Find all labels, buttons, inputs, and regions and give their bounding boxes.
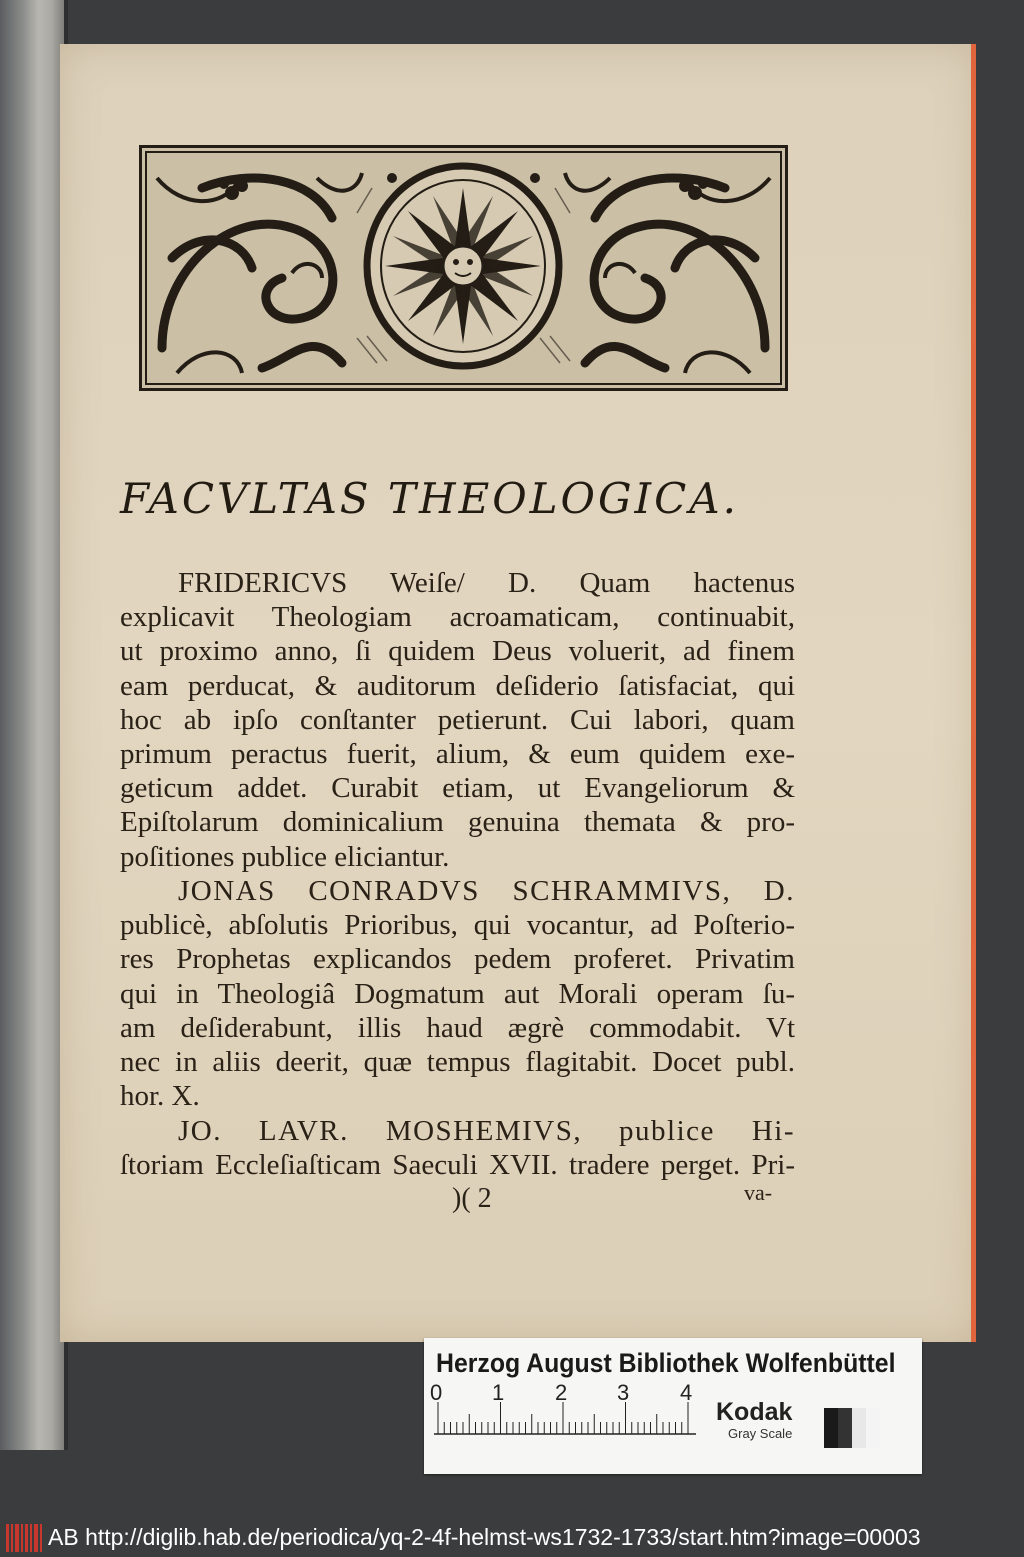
library-name: Herzog August Bibliothek Wolfenbüttel <box>436 1348 896 1378</box>
text-line: JO. LAVR. MOSHEMIVS, publice Hi- <box>178 1115 795 1147</box>
text-line: poſitiones publice eliciantur. <box>120 840 450 873</box>
ruler-number: 2 <box>555 1380 568 1405</box>
gray-patch <box>866 1408 880 1448</box>
paragraph-weise <box>120 566 795 874</box>
signature-mark: )( 2 <box>452 1183 492 1214</box>
scale-ruler <box>434 1400 704 1436</box>
gray-patch <box>824 1408 838 1448</box>
text-line: publicè, abſolutis Prioribus, qui vocantur, ad Poſterio- <box>120 909 795 942</box>
page-title: FACVLTAS THEOLOGICA. <box>120 474 739 523</box>
kodak-logo: Kodak <box>716 1398 793 1426</box>
paragraph-moshemius <box>120 1114 795 1182</box>
url-text: AB http://diglib.hab.de/periodica/yq-2-4f-helmst-ws1732-1733/start.htm?image=00003 <box>48 1524 921 1550</box>
gray-patch <box>852 1408 866 1448</box>
ruler-number: 4 <box>680 1380 693 1405</box>
gray-patch <box>838 1408 852 1448</box>
text-line: qui in Theologiâ Dogmatum aut Morali operam ſu- <box>120 977 795 1010</box>
woodcut-headpiece <box>139 145 788 391</box>
text-line: geticum addet. Curabit etiam, ut Evangeliorum & <box>120 772 795 805</box>
paragraph-schrammius <box>120 874 795 1113</box>
text-line: Epiſtolarum dominicalium genuina themata & pro- <box>120 806 795 839</box>
text-line: ſtoriam Eccleſiaſticam Saeculi XVII. tradere perget. Pri- <box>120 1149 795 1182</box>
text-line: eam perducat, & auditorum deſiderio ſatisfaciat, qui <box>120 669 795 702</box>
ruler-number: 3 <box>617 1380 630 1405</box>
text-line: nec in aliis deerit, quæ tempus flagitabit. Docet publ. <box>120 1045 795 1078</box>
headpiece-illustration <box>142 148 785 388</box>
text-line: FRIDERICVS Weiſe/ D. Quam hactenus <box>178 567 795 599</box>
text-line: am deſiderabunt, illis haud ægrè commodabit. Vt <box>120 1011 795 1044</box>
ruler-number: 1 <box>492 1380 505 1405</box>
barcode-icon <box>6 1524 44 1552</box>
url-bar <box>0 1518 1024 1557</box>
text-line: hor. X. <box>120 1080 200 1113</box>
text-line: explicavit Theologiam acroamaticam, continuabit, <box>120 601 795 634</box>
text-line: res Prophetas explicandos pedem proferet. Privatim <box>120 943 795 976</box>
catchword: va- <box>744 1180 773 1205</box>
library-color-card <box>424 1338 922 1474</box>
text-line: hoc ab ipſo conſtanter petierunt. Cui labori, quam <box>120 703 795 736</box>
text-line: JONAS CONRADVS SCHRAMMIVS, D. <box>178 875 795 907</box>
kodak-subtitle: Gray Scale <box>728 1426 793 1441</box>
ruler-number: 0 <box>430 1380 443 1405</box>
text-line: ut proximo anno, ſi quidem Deus voluerit, ad finem <box>120 635 795 668</box>
text-line: primum peractus fuerit, alium, & eum quidem exe- <box>120 737 795 770</box>
